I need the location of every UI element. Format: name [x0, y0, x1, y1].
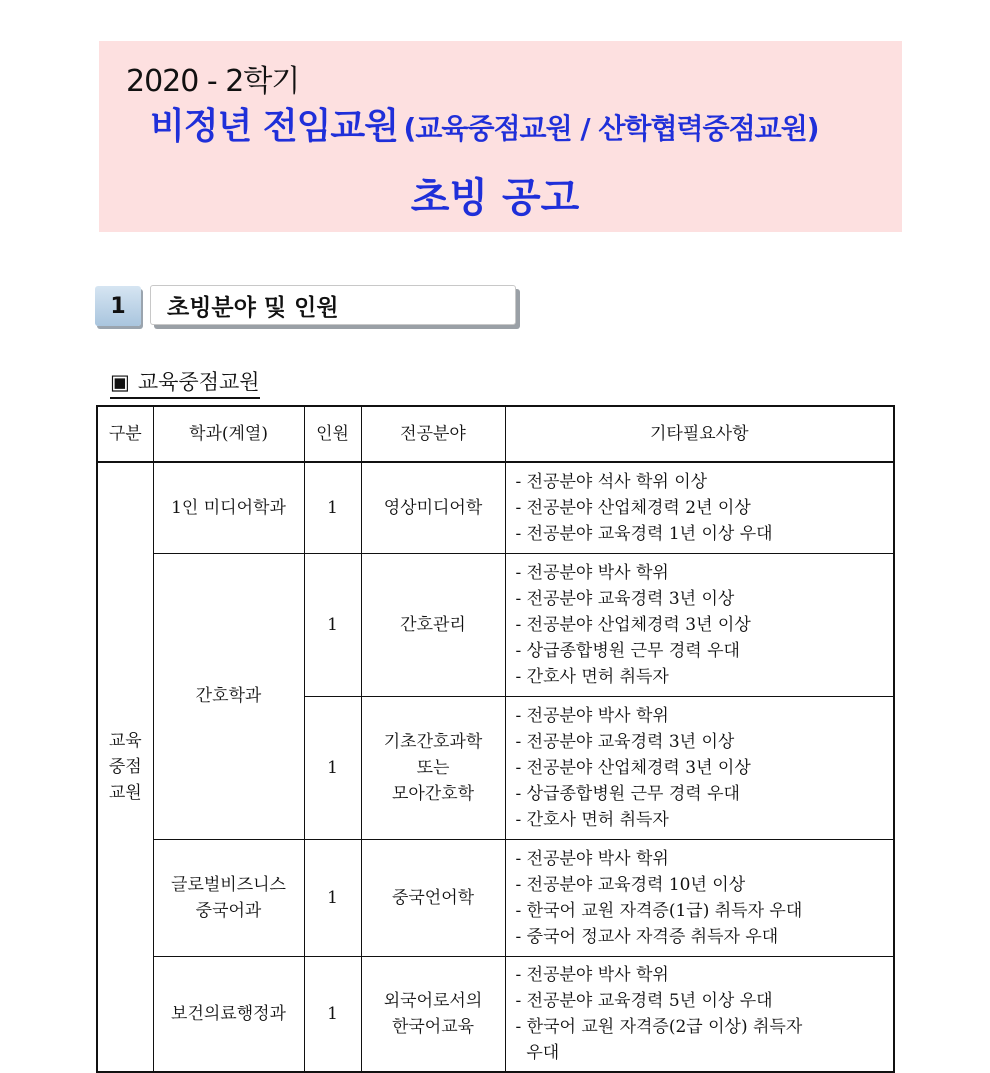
count-cell: 1: [304, 553, 361, 696]
department-line: 글로벌비즈니스: [171, 874, 286, 895]
subsection-title: 교육중점교원: [137, 370, 260, 394]
table-row: [97, 839, 894, 956]
department-line: 중국어과: [195, 900, 262, 921]
requirement-line: - 상급종합병원 근무 경력 우대: [515, 640, 740, 661]
requirement-line: - 한국어 교원 자격증(1급) 취득자 우대: [515, 900, 803, 921]
count-cell: 1: [304, 696, 361, 839]
major-cell: [361, 956, 505, 1072]
category-line: 교육: [108, 731, 142, 751]
requirement-line: - 중국어 정교사 자격증 취득자 우대: [515, 926, 779, 947]
major-line: 간호관리: [400, 614, 466, 635]
section-title: 초빙분야 및 인원: [150, 285, 516, 325]
table-header-row: [97, 406, 894, 462]
department-cell: [153, 839, 304, 956]
major-line: 중국언어학: [391, 887, 475, 908]
major-line: 기초간호과학: [383, 731, 483, 752]
requirements-cell: [505, 696, 894, 839]
category-cell: [97, 462, 153, 1072]
square-marker-icon: ▣: [110, 370, 130, 394]
requirement-line: - 전공분야 박사 학위: [515, 964, 669, 985]
notice-subtitle: 초빙 공고: [410, 175, 580, 221]
major-line: 모아간호학: [391, 783, 475, 804]
recruitment-table: [96, 405, 895, 1073]
requirement-line: - 전공분야 산업체경력 2년 이상: [515, 497, 751, 518]
requirement-line: - 전공분야 교육경력 5년 이상 우대: [515, 990, 773, 1011]
requirement-line: 우대: [515, 1042, 560, 1063]
table-row: [97, 462, 894, 553]
department-cell: 간호학과: [153, 553, 304, 839]
major-cell: [361, 553, 505, 696]
requirement-line: - 전공분야 석사 학위 이상: [515, 471, 708, 492]
major-cell: [361, 696, 505, 839]
requirement-line: - 전공분야 교육경력 3년 이상: [515, 731, 735, 752]
title-paren-text: (교육중점교원 / 산학협력중점교원): [403, 112, 819, 145]
semester-label: 2020 - 2학기: [126, 64, 300, 99]
major-line: 또는: [416, 757, 450, 778]
category-line: 중점: [108, 757, 142, 777]
category-line: 교원: [108, 783, 142, 803]
header-department: 학과(계열): [153, 406, 304, 462]
requirements-cell: [505, 462, 894, 553]
requirement-line: - 전공분야 교육경력 3년 이상: [515, 588, 735, 609]
major-cell: [361, 462, 505, 553]
header-category: 구분: [97, 406, 153, 462]
title-main-text: 비정년 전임교원: [150, 106, 398, 147]
table-row: [97, 956, 894, 1072]
major-line: 영상미디어학: [383, 497, 483, 518]
department-cell: 보건의료행정과: [153, 956, 304, 1072]
requirement-line: - 전공분야 박사 학위: [515, 705, 669, 726]
major-cell: [361, 839, 505, 956]
requirements-cell: [505, 839, 894, 956]
requirement-line: - 전공분야 산업체경력 3년 이상: [515, 757, 751, 778]
requirement-line: - 전공분야 산업체경력 3년 이상: [515, 614, 751, 635]
department-cell: 1인 미디어학과: [153, 462, 304, 553]
subsection-heading: [110, 366, 260, 399]
requirement-line: - 전공분야 박사 학위: [515, 848, 669, 869]
major-line: 외국어로서의: [383, 990, 483, 1011]
requirement-line: - 간호사 면허 취득자: [515, 809, 669, 830]
requirements-cell: [505, 553, 894, 696]
requirement-line: - 한국어 교원 자격증(2급 이상) 취득자: [515, 1016, 803, 1037]
count-cell: 1: [304, 956, 361, 1072]
table-row: [97, 553, 894, 696]
requirement-line: - 전공분야 박사 학위: [515, 562, 669, 583]
requirements-cell: [505, 956, 894, 1072]
section-number-badge: 1: [95, 286, 141, 326]
notice-title: [150, 98, 819, 149]
requirement-line: - 전공분야 교육경력 10년 이상: [515, 874, 746, 895]
count-cell: 1: [304, 839, 361, 956]
requirement-line: - 상급종합병원 근무 경력 우대: [515, 783, 740, 804]
header-major: 전공분야: [361, 406, 505, 462]
header-count: 인원: [304, 406, 361, 462]
requirement-line: - 전공분야 교육경력 1년 이상 우대: [515, 523, 773, 544]
header-requirements: 기타필요사항: [505, 406, 894, 462]
requirement-line: - 간호사 면허 취득자: [515, 666, 669, 687]
major-line: 한국어교육: [391, 1016, 475, 1037]
count-cell: 1: [304, 462, 361, 553]
